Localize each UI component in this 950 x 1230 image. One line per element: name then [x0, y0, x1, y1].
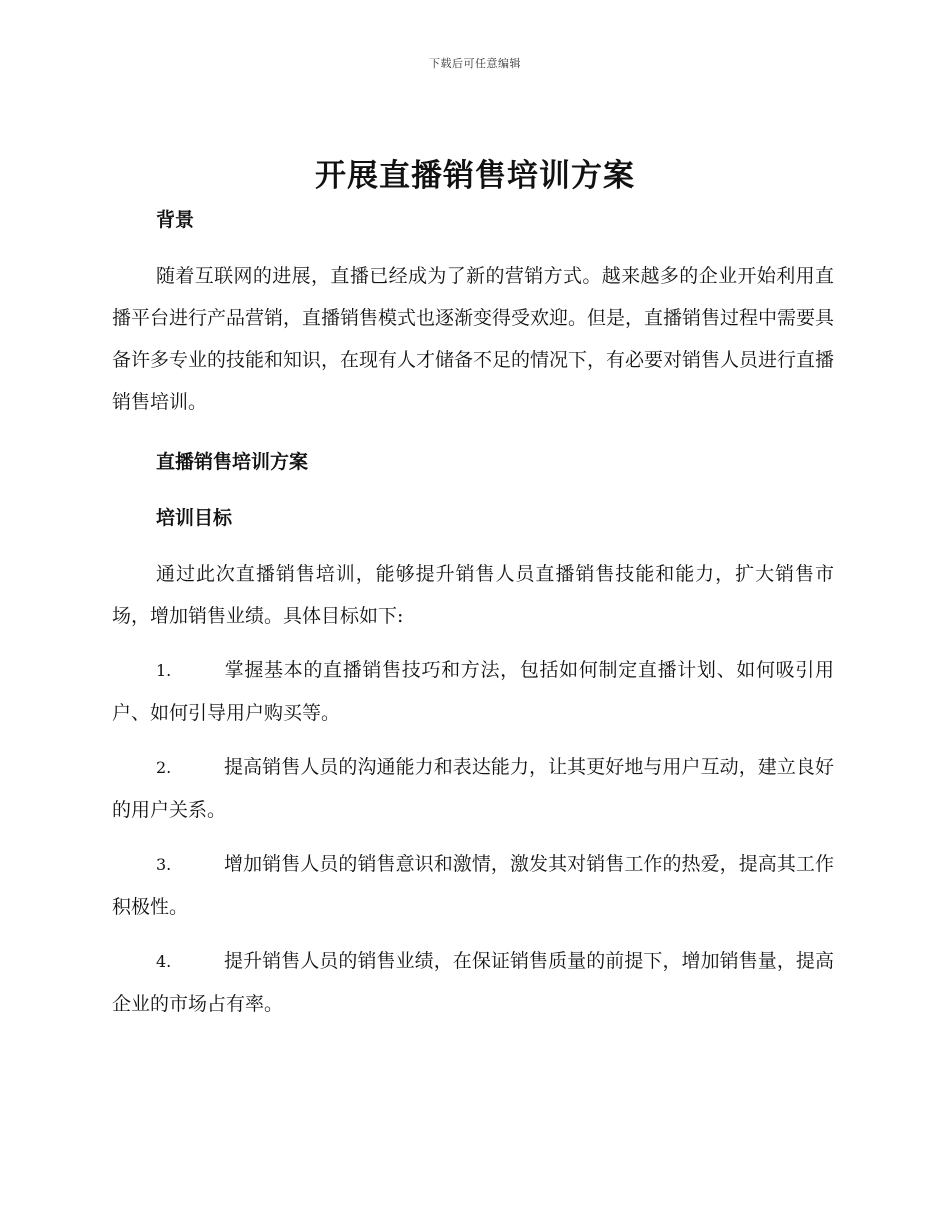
list-item: [112, 843, 834, 928]
list-item-text: 增加销售人员的销售意识和激情，激发其对销售工作的热爱，提高其工作积极性。: [112, 853, 834, 918]
list-item-text: 提高销售人员的沟通能力和表达能力，让其更好地与用户互动，建立良好的用户关系。: [112, 756, 834, 821]
list-item: [112, 649, 834, 734]
goals-list: [112, 649, 834, 1025]
header-note: 下载后可任意编辑: [429, 57, 521, 70]
section-heading-background: 背景: [156, 209, 195, 231]
document-title: 开展直播销售培训方案: [315, 158, 635, 194]
document-body: [112, 203, 834, 1025]
goals-intro-paragraph: 通过此次直播销售培训，能够提升销售人员直播销售技能和能力，扩大销售市场，增加销售业绩。具体目标如下:: [112, 563, 834, 627]
list-item-number: 1.: [156, 661, 172, 680]
list-item-text: 提升销售人员的销售业绩，在保证销售质量的前提下，增加销售量，提高企业的市场占有率。: [112, 950, 834, 1015]
section-heading-goals: 培训目标: [156, 507, 233, 529]
list-item-text: 掌握基本的直播销售技巧和方法，包括如何制定直播计划、如何吸引用户、如何引导用户购买等。: [112, 659, 834, 724]
list-item-number: 2.: [156, 758, 172, 777]
list-item: [112, 746, 834, 831]
list-item: [112, 940, 834, 1025]
background-paragraph: 随着互联网的进展，直播已经成为了新的营销方式。越来越多的企业开始利用直播平台进行产品营销，直播销售模式也逐渐变得受欢迎。但是，直播销售过程中需要具备许多专业的技能和知识，在现有人才储备不足的情况下，有必要对销售人员进行直播销售培训。: [112, 265, 835, 413]
list-item-number: 3.: [156, 855, 172, 874]
list-item-number: 4.: [156, 952, 172, 971]
section-heading-plan: 直播销售培训方案: [156, 451, 309, 473]
